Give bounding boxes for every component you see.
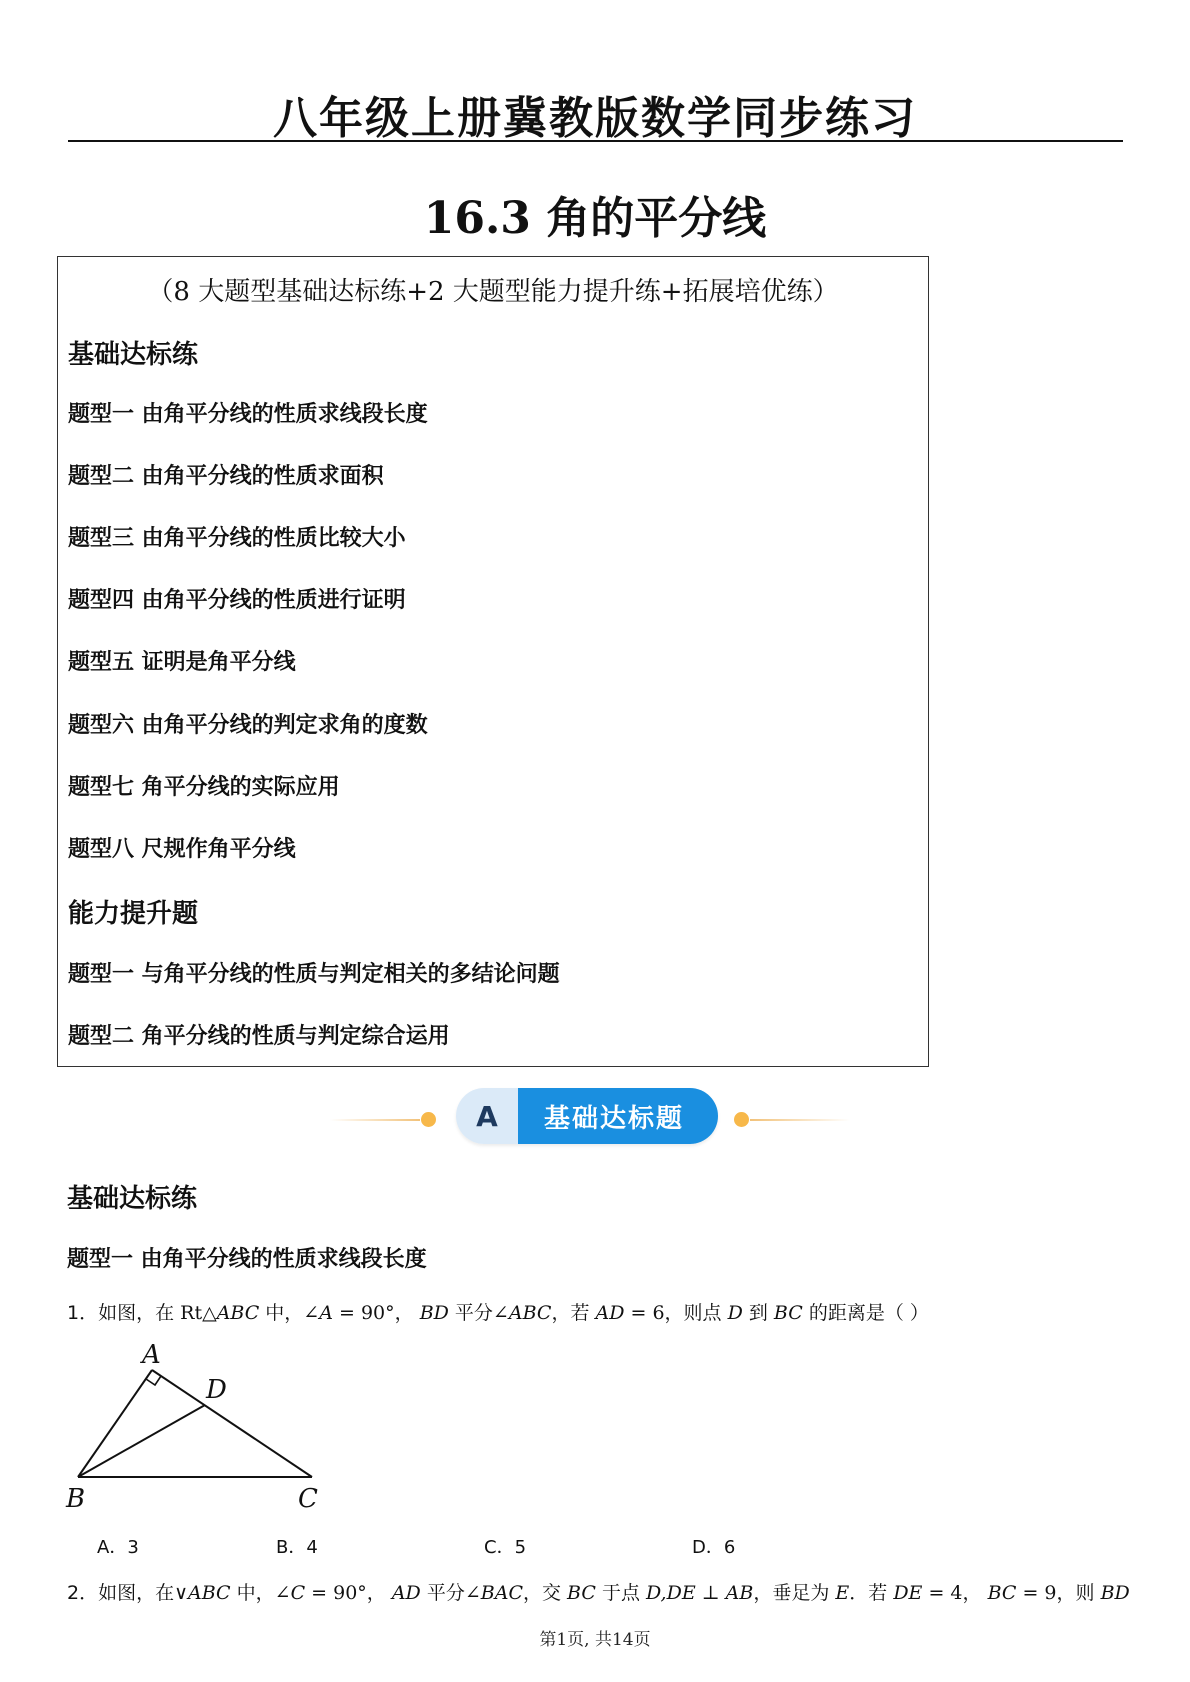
q-math: BAC [480, 1582, 523, 1604]
option-c: C．5 [484, 1537, 527, 1558]
q-math: D,DE [646, 1582, 696, 1604]
right-angle-mark [146, 1376, 161, 1385]
banner-line-left [330, 1119, 420, 1121]
question-1 [67, 1298, 929, 1325]
toc-item: 题型四 由角平分线的性质进行证明 [68, 588, 406, 613]
banner-text: 基础达标题 [518, 1088, 718, 1144]
q-text: ，交 [523, 1582, 568, 1604]
label-c: C [298, 1484, 318, 1514]
side-ab [78, 1370, 152, 1477]
toc-basic-heading: 基础达标练 [68, 340, 199, 370]
option-b: B．4 [276, 1537, 318, 1558]
table-of-contents [57, 256, 929, 1067]
option-a: A．3 [97, 1537, 139, 1558]
q-math: E [835, 1582, 850, 1604]
title-underline [68, 140, 1123, 142]
q-math: BD [419, 1302, 449, 1324]
banner-pill [456, 1088, 718, 1144]
banner-letter: A [456, 1088, 518, 1144]
q-math: C [290, 1582, 306, 1604]
q-math: A [319, 1302, 333, 1324]
label-a: A [142, 1340, 161, 1370]
document-title: 八年级上册冀教版数学同步练习 [273, 93, 917, 144]
q-math: AD [595, 1302, 625, 1324]
question-number: 2． [67, 1582, 99, 1604]
toc-item: 题型二 由角平分线的性质求面积 [68, 464, 384, 489]
q-text: 到 [742, 1302, 774, 1324]
section-banner [330, 1088, 850, 1148]
q-math: DE [893, 1582, 923, 1604]
toc-item: 题型二 角平分线的性质与判定综合运用 [68, 1024, 450, 1049]
q-text: = 90°， [332, 1302, 420, 1324]
q-math: AB [725, 1582, 754, 1604]
toc-item: 题型六 由角平分线的判定求角的度数 [68, 713, 428, 738]
label-b: B [66, 1484, 86, 1514]
q-math: ABC [216, 1302, 260, 1324]
q-text: ⊥ [695, 1582, 726, 1604]
q-math: BC [987, 1582, 1017, 1604]
side-ac [152, 1370, 312, 1477]
q-text: ，垂足为 [753, 1582, 836, 1604]
q-text: = 9，则 [1016, 1582, 1101, 1604]
bisector-bd [78, 1405, 205, 1477]
q-text: 如图，在∨ [98, 1582, 189, 1604]
toc-item: 题型八 尺规作角平分线 [68, 837, 296, 862]
banner-dot-left [421, 1112, 436, 1127]
toc-item: 题型三 由角平分线的性质比较大小 [68, 526, 406, 551]
q-text: ，若 [551, 1302, 596, 1324]
question-type-heading: 题型一 由角平分线的性质求线段长度 [67, 1247, 427, 1272]
toc-item: 题型七 角平分线的实际应用 [68, 775, 340, 800]
triangle-figure [62, 1340, 332, 1518]
question-number: 1． [67, 1302, 99, 1324]
toc-item: 题型五 证明是角平分线 [68, 650, 296, 675]
q-math: AD [391, 1582, 421, 1604]
q-text: = 6，则点 [624, 1302, 728, 1324]
toc-advanced-heading: 能力提升题 [68, 899, 199, 929]
q-text: 平分∠ [448, 1302, 509, 1324]
section-heading: 基础达标练 [67, 1184, 198, 1214]
q-text: 平分∠ [420, 1582, 481, 1604]
q-text: ．若 [849, 1582, 894, 1604]
toc-item: 题型一 与角平分线的性质与判定相关的多结论问题 [68, 962, 560, 987]
q-text: 于点 [595, 1582, 646, 1604]
q-math: BC [567, 1582, 596, 1604]
q-text: 中，∠ [230, 1582, 291, 1604]
q-text: 的距离是（ ） [802, 1302, 929, 1324]
banner-line-right [750, 1119, 850, 1121]
q-math: BC [773, 1302, 803, 1324]
q-math: BD [1100, 1582, 1130, 1604]
section-title: 16.3 角的平分线 [423, 193, 767, 244]
question-2 [67, 1578, 1130, 1605]
banner-dot-right [734, 1112, 749, 1127]
q-math: D [727, 1302, 743, 1324]
option-d: D．6 [692, 1537, 736, 1558]
q-text: = 90°， [305, 1582, 392, 1604]
q-math: ABC [188, 1582, 231, 1604]
toc-item: 题型一 由角平分线的性质求线段长度 [68, 402, 428, 427]
q-text: = 4， [922, 1582, 988, 1604]
toc-summary: （8 大题型基础达标练+2 大题型能力提升练+拓展培优练） [147, 277, 839, 307]
q-text: 中，∠ [259, 1302, 320, 1324]
label-d: D [206, 1375, 227, 1405]
q-text: 如图，在 Rt△ [98, 1302, 217, 1324]
q-math: ABC [508, 1302, 552, 1324]
page-footer: 第1页, 共14页 [539, 1630, 651, 1650]
